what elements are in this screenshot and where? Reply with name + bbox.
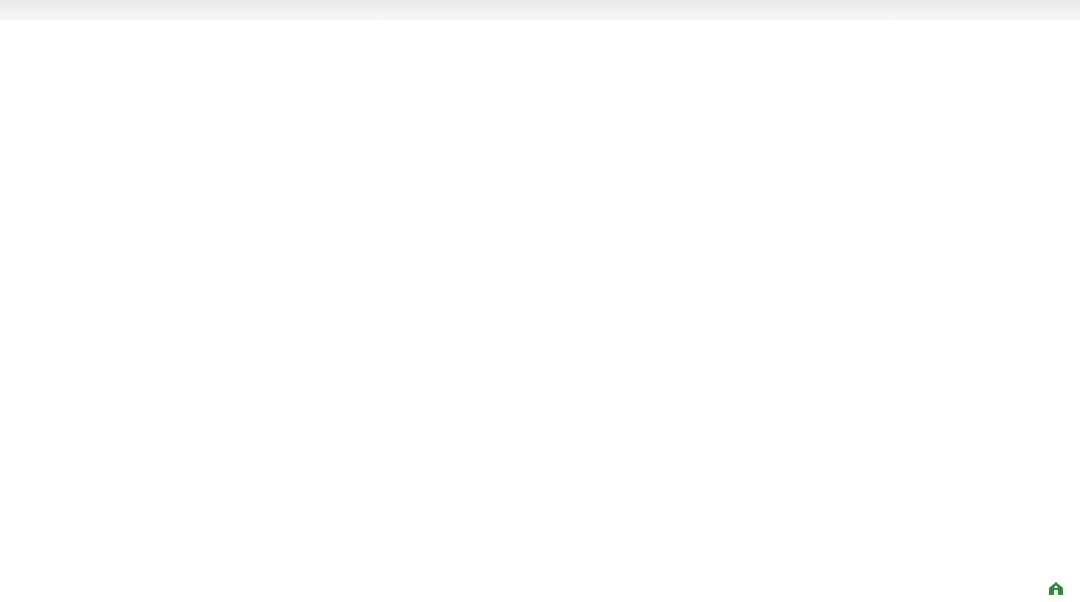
top-shadow [0, 0, 1080, 20]
house-paw-icon [1048, 580, 1064, 596]
pets4homes-logo[interactable] [1048, 578, 1066, 598]
